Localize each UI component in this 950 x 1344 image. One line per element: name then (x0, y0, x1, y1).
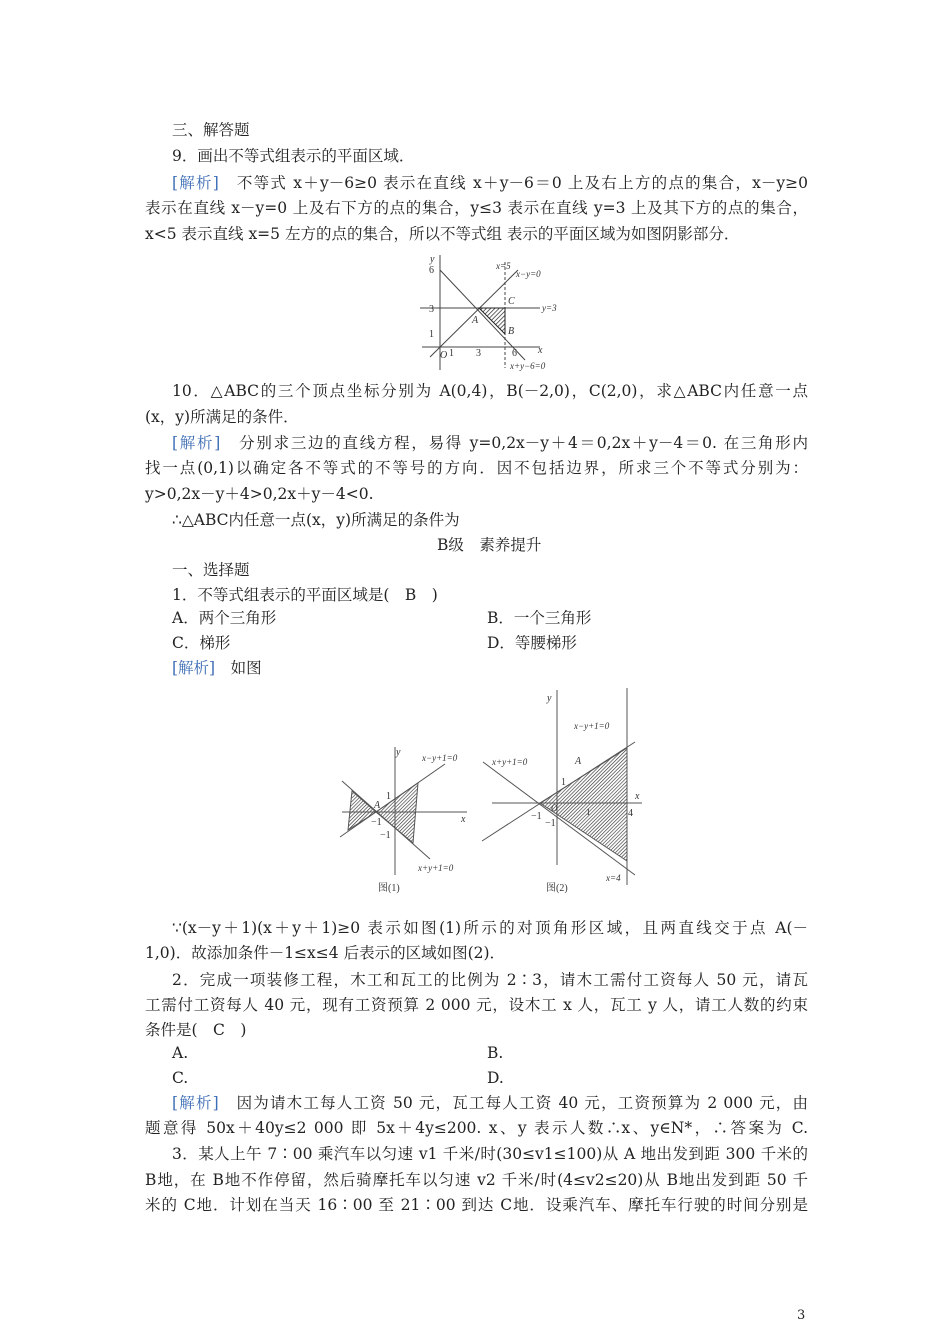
svg-text:C: C (508, 296, 515, 307)
question-10: 10．△ABC的三个顶点坐标分别为 A(0,4)，B(－2,0)，C(2,0)，求△ABC内任意一点 (172, 382, 808, 400)
svg-text:图(2): 图(2) (546, 883, 568, 894)
svg-text:B: B (508, 326, 515, 337)
svg-text:1: 1 (449, 348, 454, 359)
option-d: D．等腰梯形 (487, 634, 577, 652)
svg-text:6: 6 (512, 348, 517, 359)
analysis-tag: [解析] (172, 174, 219, 192)
option-a: A. (172, 1044, 189, 1062)
text-line: 米的 C地．计划在当天 16∶00 至 21∶00 到达 C地．设乘汽车、摩托车行驶的时间分别是 (145, 1196, 808, 1214)
graph-q9 (400, 250, 570, 375)
svg-text:−1: −1 (545, 818, 556, 829)
svg-text:x: x (635, 791, 640, 802)
svg-text:3: 3 (429, 304, 434, 315)
figure-2 (482, 688, 642, 894)
question-2: 2．完成一项装修工程，木工和瓦工的比例为 2∶3，请木工需付工资每人 50 元，请瓦 (172, 971, 808, 989)
svg-text:1: 1 (561, 777, 566, 788)
text-line: x<5 表示直线 x=5 左方的点的集合，所以不等式组 表示的平面区域为如图阴影部分． (145, 225, 740, 243)
svg-text:1: 1 (429, 329, 434, 340)
question-3: 3．某人上午 7∶00 乘汽车以匀速 v1 千米/时(30≤v1≤100)从 A 地出发到距 300 千米的 (172, 1145, 808, 1163)
text-line: B地，在 B地不作停留，然后骑摩托车以匀速 v2 千米/时(4≤v2≤20)从 B地出发到距 50 千 (145, 1171, 808, 1189)
svg-text:x: x (461, 814, 466, 825)
option-b: B. (487, 1044, 504, 1062)
text-line: ∵(x－y＋1)(x＋y＋1)≥0 表示如图(1)所示的对顶角形区域，且两直线交于点 A(－ (172, 919, 808, 937)
svg-text:A: A (472, 315, 479, 326)
question-9: 9．画出不等式组表示的平面区域． (172, 147, 415, 165)
svg-text:O: O (440, 350, 448, 361)
option-b: B．一个三角形 (487, 609, 592, 627)
text-line: 表示在直线 x－y=0 上及右下方的点的集合，y≤3 表示在直线 y=3 上及其下方的点的集合， (145, 199, 808, 217)
svg-text:x+y−6=0: x+y−6=0 (510, 361, 546, 371)
svg-text:x−y+1=0: x−y+1=0 (422, 753, 458, 763)
svg-text:y: y (430, 254, 435, 265)
text: 分别求三边的直线方程，易得 y=0,2x－y＋4＝0,2x＋y－4＝0. 在三角形内 (220, 434, 808, 452)
level-heading: B级 素养提升 (437, 536, 542, 554)
svg-text:O: O (551, 803, 558, 813)
text-line: 题意得 50x＋40y≤2 000 即 5x＋4y≤200. x、y 表示人数∴x、y∈N*，∴答案为 C. (145, 1119, 808, 1137)
section-heading: 一、选择题 (172, 561, 250, 579)
svg-text:x=5: x=5 (496, 261, 511, 271)
svg-text:y=3: y=3 (542, 303, 557, 313)
text-line: ∴△ABC内任意一点(x，y)所满足的条件为 (172, 511, 460, 529)
text: 因为请木工每人工资 50 元，瓦工每人工资 40 元，工资预算为 2 000 元，由 (218, 1094, 808, 1112)
svg-text:A: A (374, 800, 381, 811)
text-line: 找一点(0,1)以确定各不等式的不等号的方向．因不包括边界，所求三个不等式分别为： (145, 459, 808, 477)
option-c: C．梯形 (172, 634, 231, 652)
svg-text:−1: −1 (380, 830, 391, 841)
analysis-tag: [解析] (172, 434, 221, 452)
svg-text:图(1): 图(1) (378, 883, 400, 894)
text-line: 1,0)．故添加条件－1≤x≤4 后表示的区域如图(2)． (145, 944, 506, 962)
svg-text:x−y+1=0: x−y+1=0 (574, 721, 610, 731)
analysis-1-line (172, 658, 262, 678)
analysis-2-line (172, 1093, 808, 1113)
svg-text:x=4: x=4 (606, 873, 621, 883)
page-number: 3 (797, 1308, 806, 1323)
analysis-tag: [解析] (172, 659, 216, 677)
option-d: D. (487, 1069, 504, 1087)
section-heading: 三、解答题 (172, 121, 250, 139)
option-a: A．两个三角形 (172, 609, 277, 627)
analysis-10-line (172, 433, 808, 453)
option-c: C. (172, 1069, 189, 1087)
svg-text:x+y+1=0: x+y+1=0 (418, 863, 454, 873)
text: 不等式 x＋y－6≥0 表示在直线 x＋y－6＝0 上及右上方的点的集合，x－y≥0 (218, 174, 808, 192)
svg-text:−1: −1 (371, 817, 382, 828)
svg-text:x+y+1=0: x+y+1=0 (492, 757, 528, 767)
svg-text:4: 4 (628, 808, 633, 819)
text-line: 工需付工资每人 40 元，现有工资预算 2 000 元，设木工 x 人，瓦工 y 人，请工人数的约束 (145, 996, 808, 1014)
question-1: 1．不等式组表示的平面区域是( B ) (172, 586, 438, 604)
svg-text:x−y=0: x−y=0 (516, 269, 541, 279)
svg-text:A: A (575, 756, 582, 767)
svg-text:−1: −1 (531, 811, 542, 822)
svg-text:1: 1 (386, 791, 391, 802)
svg-text:3: 3 (476, 348, 481, 359)
figure-1 (340, 747, 467, 894)
text-line: 条件是( C ) (145, 1021, 247, 1039)
svg-text:6: 6 (429, 265, 434, 276)
svg-text:y: y (547, 693, 552, 704)
analysis-9-line (172, 173, 808, 193)
analysis-tag: [解析] (172, 1094, 219, 1112)
svg-text:y: y (396, 747, 401, 758)
svg-text:1: 1 (586, 807, 591, 817)
svg-text:x: x (538, 345, 543, 356)
text-line: y>0,2x－y＋4>0,2x＋y－4<0. (145, 485, 374, 503)
text: 如图 (215, 659, 262, 677)
text-line: (x，y)所满足的条件． (145, 408, 299, 426)
figures-q1 (330, 685, 650, 895)
shaded-region (479, 308, 505, 334)
